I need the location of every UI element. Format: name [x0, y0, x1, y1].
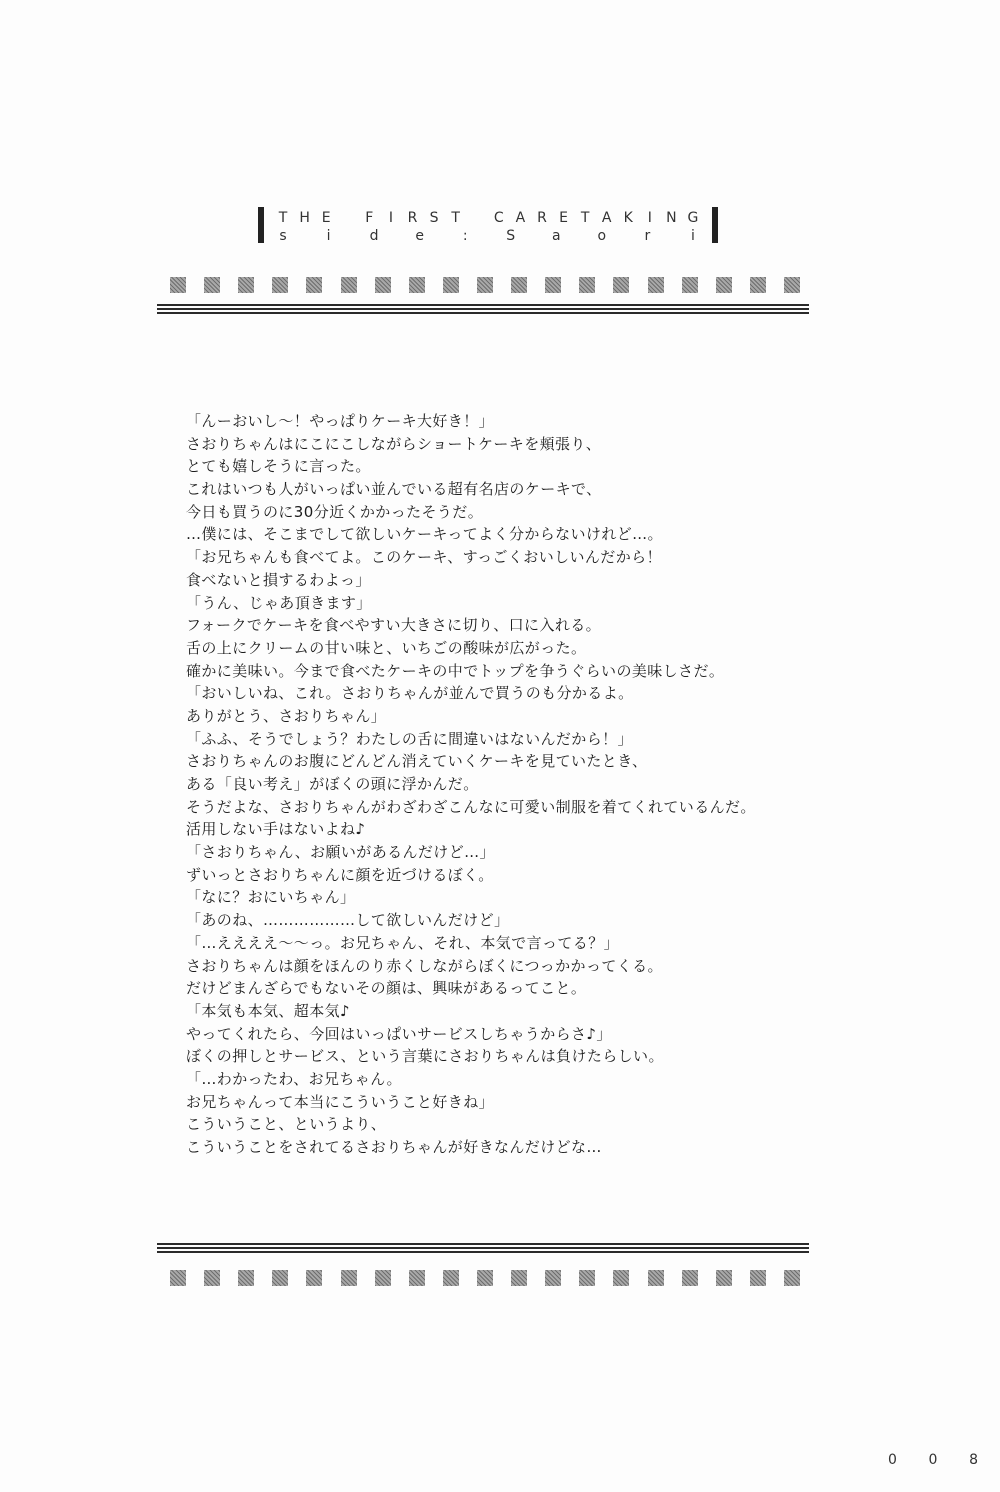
- story-line: とても嬉しそうに言った。: [186, 457, 371, 476]
- border-square: [443, 1270, 459, 1286]
- border-square: [409, 1270, 425, 1286]
- title-letter: I: [388, 210, 393, 226]
- border-square: [750, 277, 766, 293]
- border-square: [238, 277, 254, 293]
- title-letter: C: [493, 210, 504, 226]
- border-square: [784, 277, 800, 293]
- story-line: 「んーおいし～！やっぱりケーキ大好き！」: [186, 412, 495, 430]
- border-square: [272, 1270, 288, 1286]
- title-letter: T: [278, 210, 288, 226]
- subtitle-letter: r: [644, 228, 651, 244]
- title-line: [276, 209, 700, 227]
- page-number-digit: 0: [888, 1452, 897, 1468]
- border-square: [511, 1270, 527, 1286]
- border-square: [272, 277, 288, 293]
- story-line: ぼくの押しとサービス、という言葉にさおりちゃんは負けたらしい。: [186, 1047, 664, 1066]
- story-line: 「なに？おにいちゃん」: [186, 888, 356, 907]
- story-line: 「さおりちゃん、お願いがあるんだけど…」: [186, 843, 495, 862]
- story-line: こういうことをされてるさおりちゃんが好きなんだけどな…: [186, 1138, 602, 1156]
- bottom-rule: [157, 1243, 809, 1257]
- page-number-digit: 0: [928, 1452, 938, 1468]
- title-letter: H: [299, 210, 310, 226]
- story-line: ずいっとさおりちゃんに顔を近づけるぼく。: [186, 865, 494, 884]
- subtitle-letter: d: [369, 228, 379, 244]
- border-square: [341, 277, 357, 293]
- border-square: [375, 277, 391, 293]
- title-letter: E: [559, 210, 568, 226]
- story-line: 「おいしいね、これ。さおりちゃんが並んで買うのも分かるよ。: [186, 684, 634, 703]
- subtitle-line: [276, 227, 700, 245]
- border-square: [682, 277, 698, 293]
- story-line: お兄ちゃんって本当にこういうこと好きね」: [186, 1092, 495, 1111]
- subtitle-letter: i: [690, 228, 695, 244]
- title-letter: T: [451, 210, 460, 226]
- border-square: [443, 277, 459, 293]
- story-line: こういうこと、というより、: [186, 1115, 387, 1134]
- story-line: 「…ええええ～～っ。お兄ちゃん、それ、本気で言ってる？」: [186, 933, 620, 952]
- subtitle-letter: s: [279, 228, 287, 244]
- subtitle-letter: a: [551, 228, 561, 244]
- border-square: [545, 1270, 561, 1286]
- subtitle-letter: i: [326, 228, 331, 244]
- border-square: [170, 1270, 186, 1286]
- title-letter: R: [537, 210, 547, 226]
- story-line: 活用しない手はないよね♪: [186, 820, 366, 839]
- chapter-title: [258, 205, 718, 245]
- top-square-border: [170, 277, 800, 293]
- border-square: [306, 1270, 322, 1286]
- border-square: [716, 1270, 732, 1286]
- border-square: [341, 1270, 357, 1286]
- page-number: [888, 1452, 978, 1468]
- story-line: これはいつも人がいっぱい並んでいる超有名店のケーキで、: [186, 480, 602, 499]
- border-square: [511, 277, 527, 293]
- story-line: さおりちゃんのお腹にどんどん消えていくケーキを見ていたとき、: [186, 752, 648, 771]
- story-line: さおりちゃんはにこにこしながらショートケーキを頬張り、: [186, 434, 602, 453]
- story-line: フォークでケーキを食べやすい大きさに切り、口に入れる。: [186, 616, 602, 635]
- story-line: ありがとう、さおりちゃん」: [186, 706, 387, 725]
- title-letter: R: [407, 210, 418, 226]
- story-line: そうだよな、さおりちゃんがわざわざこんなに可愛い制服を着てくれているんだ。: [186, 797, 756, 816]
- title-letter: K: [623, 210, 633, 226]
- border-square: [750, 1270, 766, 1286]
- subtitle-letter: e: [415, 228, 424, 244]
- subtitle-letter: o: [597, 228, 607, 244]
- page-number-digit: 8: [969, 1452, 978, 1468]
- border-square: [306, 277, 322, 293]
- border-square: [682, 1270, 698, 1286]
- story-line: …僕には、そこまでして欲しいケーキってよく分からないけれど…。: [186, 525, 663, 544]
- story-line: 舌の上にクリームの甘い味と、いちごの酸味が広がった。: [186, 638, 587, 657]
- border-square: [648, 1270, 664, 1286]
- border-square: [170, 277, 186, 293]
- story-line: ある「良い考え」がぼくの頭に浮かんだ。: [186, 775, 479, 793]
- title-bar-right: [712, 207, 718, 243]
- title-letter: G: [687, 210, 699, 226]
- border-square: [477, 277, 493, 293]
- border-square: [545, 277, 561, 293]
- title-bar-left: [258, 207, 264, 243]
- title-letter: T: [580, 210, 590, 226]
- story-line: さおりちゃんは顔をほんのり赤くしながらぼくにつっかかってくる。: [186, 956, 663, 975]
- border-square: [784, 1270, 800, 1286]
- border-square: [204, 277, 220, 293]
- title-letter: A: [515, 210, 526, 226]
- title-letter: F: [365, 210, 374, 226]
- border-square: [579, 277, 595, 293]
- top-rule: [157, 304, 809, 318]
- story-line: 「うん、じゃあ頂きます」: [186, 593, 372, 612]
- border-square: [579, 1270, 595, 1286]
- border-square: [375, 1270, 391, 1286]
- title-letter: A: [601, 210, 612, 226]
- title-letter: S: [429, 210, 439, 226]
- story-line: 確かに美味い。今まで食べたケーキの中でトップを争うぐらいの美味しさだ。: [186, 661, 725, 680]
- story-line: 「あのね、………………して欲しいんだけど」: [186, 911, 510, 930]
- story-line: 「お兄ちゃんも食べてよ。このケーキ、すっごくおいしいんだから！: [186, 548, 662, 567]
- story-line: 今日も買うのに30分近くかかったそうだ。: [186, 502, 484, 521]
- title-letter: N: [666, 210, 677, 226]
- bottom-square-border: [170, 1270, 800, 1286]
- border-square: [238, 1270, 254, 1286]
- story-line: 食べないと損するわよっ」: [186, 570, 371, 589]
- border-square: [613, 1270, 629, 1286]
- border-square: [477, 1270, 493, 1286]
- story-line: 「ふふ、そうでしょう？わたしの舌に間違いはないんだから！」: [186, 729, 633, 748]
- story-line: 「本気も本気、超本気♪: [186, 1001, 350, 1020]
- border-square: [613, 277, 629, 293]
- story-text: [186, 410, 826, 1159]
- story-line: やってくれたら、今回はいっぱいサービスしちゃうからさ♪」: [186, 1024, 612, 1043]
- border-square: [648, 277, 664, 293]
- title-letter: E: [321, 210, 331, 226]
- title-letter: I: [647, 210, 652, 226]
- story-line: 「…わかったわ、お兄ちゃん。: [186, 1069, 402, 1088]
- subtitle-letter: :: [462, 228, 468, 244]
- border-square: [716, 277, 732, 293]
- border-square: [409, 277, 425, 293]
- border-square: [204, 1270, 220, 1286]
- subtitle-letter: S: [506, 228, 516, 244]
- story-line: だけどまんざらでもないその顔は、興味があるってこと。: [186, 979, 587, 998]
